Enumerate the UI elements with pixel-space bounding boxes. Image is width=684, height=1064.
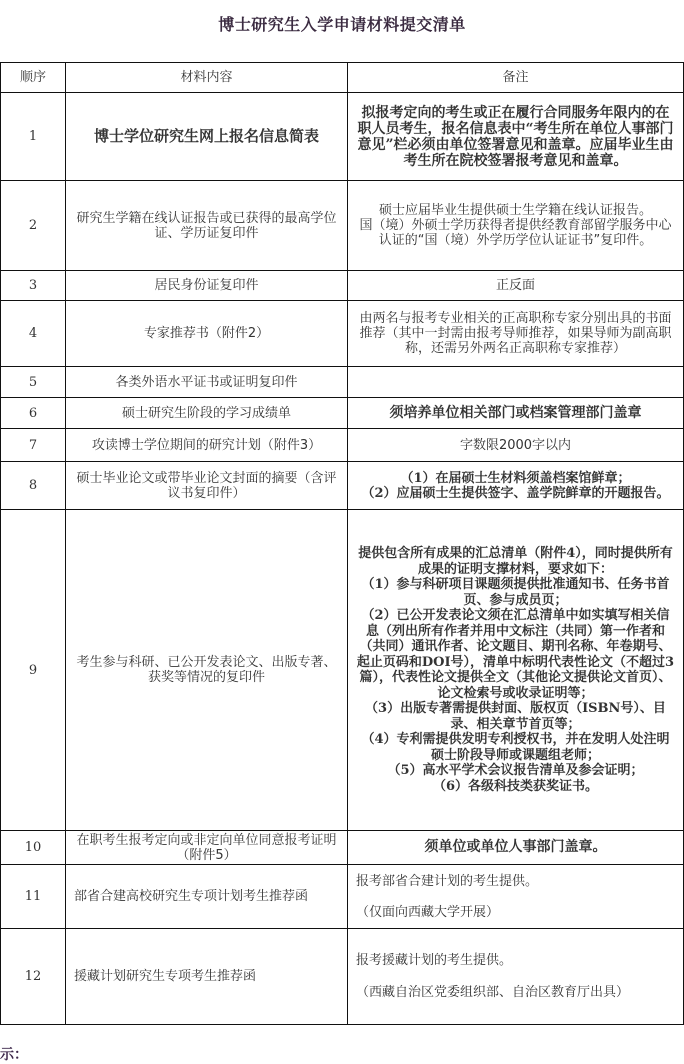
note-text: （6）各级科技类获奖证书。	[432, 778, 599, 794]
table-header-row	[1, 63, 684, 93]
page-title: 博士研究生入学申请材料提交清单	[218, 15, 466, 34]
note-text: （2）应届硕士生提供签字、盖学院鲜章的开题报告。	[361, 485, 670, 501]
note-cell: 拟报考定向的考生或正在履行合同服务年限内的在职人员考生，报名信息表中“考生所在单位人事部门意见”栏必须由单位签署意见和盖章。应届毕业生由考生所在院校签署报考意见和盖章。	[348, 93, 684, 181]
note-cell	[348, 462, 684, 510]
table-row	[1, 462, 684, 510]
note-cell: 正反面	[348, 271, 684, 301]
note-cell: 须单位或单位人事部门盖章。	[348, 831, 684, 865]
material-cell: 硕士研究生阶段的学习成绩单	[66, 398, 348, 429]
note-text: （1）在届硕士生材料须盖档案馆鲜章；	[400, 470, 631, 486]
material-cell: 专家推荐书（附件2）	[66, 301, 348, 367]
note-text: （3）出版专著需提供封面、版权页（ISBN号）、目录、相关章节首页等；	[365, 701, 666, 732]
note-text: （2）已公开发表论文须在汇总清单中如实填写相关信息（列出所有作者并用中文标注（共同）第一作者和（共同）通讯作者、论文题目、期刊名称、年卷期号、起止页码和DOI号），清单中标明代表性论文（不超过3篇），代表性论文提供全文（其他论文提供论文首页）、论文检索号或收录证明等；	[356, 608, 675, 701]
material-cell: 各类外语水平证书或证明复印件	[66, 367, 348, 398]
note-text: （仅面向西藏大学开展）	[356, 904, 500, 920]
materials-table	[0, 62, 684, 1025]
note-cell: 须培养单位相关部门或档案管理部门盖章	[348, 398, 684, 429]
note-cell	[348, 181, 684, 271]
note-text: 报考援藏计划的考生提供。	[356, 952, 513, 968]
row-number: 12	[1, 929, 66, 1025]
table-row	[1, 865, 684, 929]
note-cell	[348, 510, 684, 831]
note-text: （1）参与科研项目课题须提供批准通知书、任务书首页、参与成员页；	[361, 577, 670, 608]
table-row	[1, 181, 684, 271]
table-row	[1, 271, 684, 301]
note-text: （4）专利需提供发明专利授权书，并在发明人处注明硕士阶段导师或课题组老师；	[361, 732, 670, 763]
table-row	[1, 93, 684, 181]
note-cell: 字数限2000字以内	[348, 429, 684, 462]
table-row	[1, 929, 684, 1025]
note-text: 提供包含所有成果的汇总清单（附件4），同时提供所有成果的证明支撑材料，要求如下：	[358, 546, 673, 577]
table-row	[1, 429, 684, 462]
row-number: 8	[1, 462, 66, 510]
material-cell: 居民身份证复印件	[66, 271, 348, 301]
material-cell: 博士学位研究生网上报名信息简表	[66, 93, 348, 181]
note-cell	[348, 367, 684, 398]
row-number: 6	[1, 398, 66, 429]
material-cell: 部省合建高校研究生专项计划考生推荐函	[66, 865, 348, 929]
material-cell: 在职考生报考定向或非定向单位同意报考证明（附件5）	[66, 831, 348, 865]
note-text: 硕士应届毕业生提供硕士生学籍在线认证报告。	[378, 203, 652, 218]
material-cell: 硕士毕业论文或带毕业论文封面的摘要（含评议书复印件）	[66, 462, 348, 510]
note-cell	[348, 865, 684, 929]
row-number: 7	[1, 429, 66, 462]
material-cell: 研究生学籍在线认证报告或已获得的最高学位证、学历证复印件	[66, 181, 348, 271]
note-text: 报考部省合建计划的考生提供。	[356, 873, 539, 889]
note-cell: 由两名与报考专业相关的正高职称专家分别出具的书面推荐（其中一封需由报考导师推荐，如果导师为副高职称，还需另外两名正高职称专家推荐）	[348, 301, 684, 367]
note-text: 国（境）外硕士学历获得者提供经教育部留学服务中心认证的“国（境）外学历学位认证证书”复印件。	[359, 218, 672, 248]
row-number: 3	[1, 271, 66, 301]
row-number: 10	[1, 831, 66, 865]
row-number: 2	[1, 181, 66, 271]
footer-fragment: 示：	[0, 1047, 28, 1063]
material-cell: 援藏计划研究生专项考生推荐函	[66, 929, 348, 1025]
note-text: （5）高水平学术会议报告清单及参会证明；	[387, 763, 644, 778]
note-text: （西藏自治区党委组织部、自治区教育厅出具）	[356, 984, 630, 1000]
material-cell: 考生参与科研、已公开发表论文、出版专著、获奖等情况的复印件	[66, 510, 348, 831]
row-number: 4	[1, 301, 66, 367]
row-number: 11	[1, 865, 66, 929]
row-number: 1	[1, 93, 66, 181]
header-order: 顺序	[1, 63, 66, 93]
header-material: 材料内容	[66, 63, 348, 93]
table-row	[1, 301, 684, 367]
table-row	[1, 367, 684, 398]
row-number: 5	[1, 367, 66, 398]
material-cell: 攻读博士学位期间的研究计划（附件3）	[66, 429, 348, 462]
row-number: 9	[1, 510, 66, 831]
table-row	[1, 398, 684, 429]
header-note: 备注	[348, 63, 684, 93]
table-row	[1, 831, 684, 865]
note-cell	[348, 929, 684, 1025]
table-row	[1, 510, 684, 831]
